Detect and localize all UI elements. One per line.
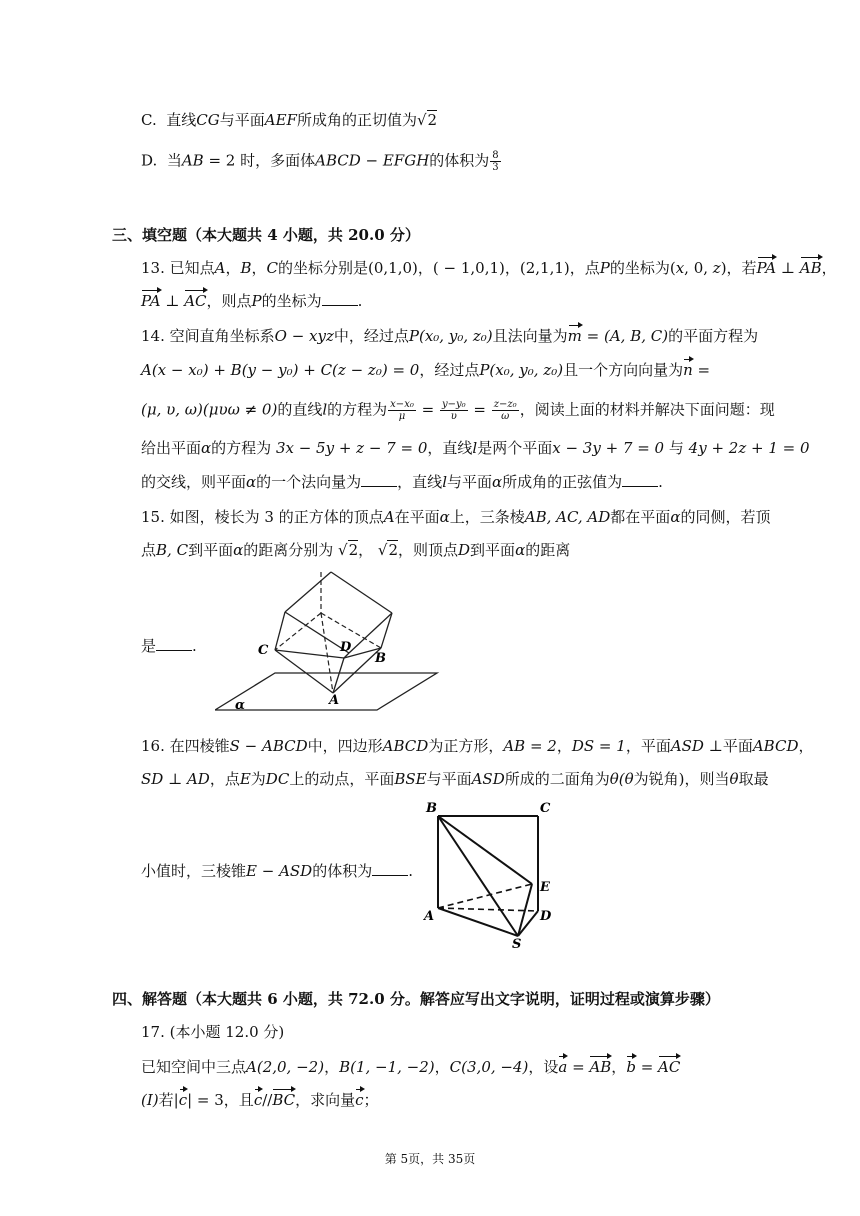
- question-14-line-2: A(x − x₀) + B(y − y₀) + C(z − z₀) = 0，经过点P(x₀, y₀, z₀)且一个方向向量为n =: [141, 361, 711, 379]
- question-14-line-3: (μ, υ, ω)(μυω ≠ 0)的直线l的方程为 $\frac{\text{x−x₀}}{\mu}$ = $\frac{\text{y−y₀}}{\upsilon}$ = $\frac{\text{z−z₀}}{\omega}$ ，阅读上面的材料并解决下面问题：现: [141, 399, 775, 422]
- label-b: B: [426, 801, 437, 816]
- label-c: C: [540, 801, 551, 816]
- label-s: S: [512, 937, 522, 950]
- label-d: D: [340, 640, 352, 655]
- question-17-line-2: (I)若|c| = 3，且c//BC，求向量c；: [141, 1091, 379, 1109]
- label-a: A: [329, 693, 340, 708]
- question-15-line-1: 15. 如图，棱长为 3 的正方体的顶点A在平面α上，三条棱AB, AC, AD都在平面α的同侧，若顶: [141, 508, 771, 526]
- cube-on-plane-figure: [215, 568, 445, 716]
- question-15-line-3: 是 .: [141, 637, 197, 655]
- answer-blank: [156, 636, 192, 651]
- label-alpha: α: [235, 698, 246, 713]
- label-c: C: [258, 643, 269, 658]
- pyramid-figure: [420, 796, 560, 950]
- label-b: B: [375, 651, 386, 666]
- question-13-line-1: 13. 已知点A，B，C的坐标分别是(0,1,0)，( − 1,0,1)，(2,1,1)，点P的坐标为(x, 0, z)，若PA ⊥ AB，: [141, 259, 837, 277]
- question-17-header: 17. (本小题 12.0 分): [141, 1023, 285, 1041]
- question-16-line-1: 16. 在四棱锥S − ABCD中，四边形ABCD为正方形，AB = 2，DS = 1，平面ASD ⊥平面ABCD，: [141, 737, 814, 755]
- question-14-line-4: 给出平面α的方程为 3x − 5y + z − 7 = 0，直线l是两个平面x − 3y + 7 = 0 与 4y + 2z + 1 = 0: [141, 439, 810, 457]
- question-14-line-5: 的交线，则平面α的一个法向量为 ，直线l与平面α所成角的正弦值为 .: [141, 473, 663, 491]
- question-17-line-1: 已知空间中三点A(2,0, −2)，B(1, −1, −2)，C(3,0, −4)，设a = AB，b = AC: [141, 1058, 681, 1076]
- label-a: A: [424, 909, 435, 924]
- label-e: E: [540, 880, 550, 895]
- question-14-line-1: 14. 空间直角坐标系O − xyz中，经过点P(x₀, y₀, z₀)且法向量为m = (A, B, C)的平面方程为: [141, 327, 759, 345]
- answer-blank: [322, 291, 358, 306]
- question-16-line-2: SD ⊥ AD，点E为DC上的动点，平面BSE与平面ASD所成的二面角为θ(θ为锐角)，则当θ取最: [141, 770, 769, 788]
- question-15-line-2: 点B, C到平面α的距离分别为 √2， √2，则顶点D到平面α的距离: [141, 541, 571, 559]
- question-13-line-2: PA ⊥ AC，则点P的坐标为 .: [141, 292, 363, 310]
- option-c: C. 直线CG与平面AEF所成角的正切值为√2: [141, 111, 438, 129]
- answer-blank: [361, 472, 397, 487]
- section-3-heading: 三、填空题（本大题共 4 小题，共 20.0 分）: [112, 226, 420, 244]
- answer-blank: [372, 861, 408, 876]
- label-d: D: [540, 909, 552, 924]
- page-footer: 第 5页，共 35页: [384, 1152, 476, 1166]
- section-4-heading: 四、解答题（本大题共 6 小题，共 72.0 分。解答应写出文字说明，证明过程或演算步骤）: [112, 990, 720, 1008]
- answer-blank: [622, 472, 658, 487]
- option-d: D. 当AB = 2 时，多面体ABCD − EFGH的体积为 $\frac{8}{3}$: [141, 150, 499, 173]
- question-16-line-3: 小值时，三棱锥E − ASD的体积为 .: [141, 862, 414, 880]
